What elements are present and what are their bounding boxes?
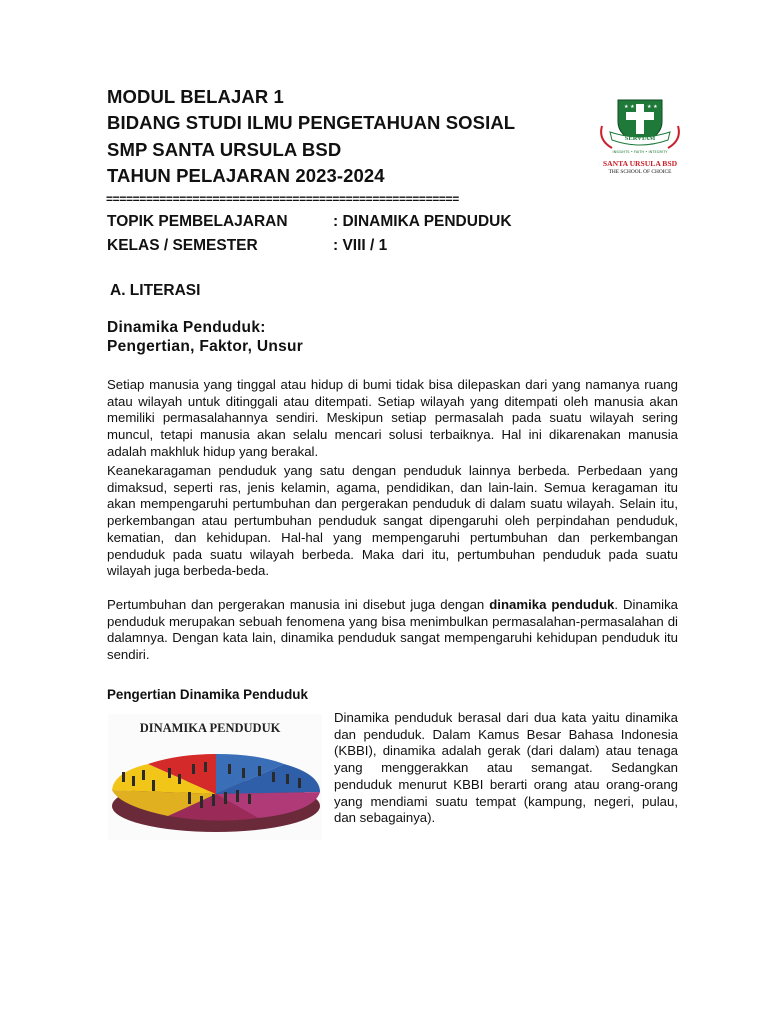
paragraph-1: Setiap manusia yang tinggal atau hidup di bumi tidak bisa dilepaskan dari yang namanya ruang atau wilayah untuk ditinggali atau ditempati. Setiap wilayah yang ditempati oleh manusia akan memiliki permasalahannya sendiri. Meskipun setiap permasalah pada suatu wilayah sering muncul, tetapi manusia akan selalu mencari solusi terbaiknya. Hal ini dikarenakan manusia adalah makhluk hidup yang berakal. [107,377,678,459]
svg-text:★ ★ ★: ★ ★ ★ [624,104,641,110]
paragraph-3-bold-term: dinamika penduduk [489,597,615,612]
logo-tagline-text: THE SCHOOL OF CHOICE [608,169,672,175]
paragraph-3-text-b: . Dinamika penduduk merupakan sebuah fenomena yang bisa menimbulkan permasalahan-permasalahan di dalamnya. Dengan kata lain, dinamika penduduk sangat mempengaruhi kehidupan penduduk itu sendiri. [107,597,678,663]
section-heading: A. LITERASI [110,282,201,299]
logo-banner-text: SERVIAM [624,135,656,142]
paragraph-3-text-a: Pertumbuhan dan pergerakan manusia ini disebut juga dengan [107,597,490,612]
topic-value: : DINAMIKA PENDUDUK [333,213,512,230]
logo-motto-text: INSIGHTS • FAITH • INTEGRITY [612,150,668,154]
paragraph-3 [107,597,678,664]
paragraph-2: Keanekaragaman penduduk yang satu dengan penduduk lainnya berbeda. Perbedaan yang dimaksud, seperti ras, jenis kelamin, agama, pendidikan, dan lain-lain. Semua keragaman itu akan mempengaruhi pertumbuhan dan pergerakan penduduk di dalam suatu wilayah. Selain itu, perkembangan atau pertumbuhan penduduk sangat dipengaruhi oleh perpindahan penduduk, kematian, dan kehidupan. Hal-hal yang mempengaruhi pertumbuhan dan perkembangan penduduk pada suatu wilayah berbeda. Maka dari itu, pertumbuhan penduduk pada suatu wilayah juga berbeda-beda. [107,463,678,579]
paragraph-4: Dinamika penduduk berasal dari dua kata yaitu dinamika dan penduduk. Dalam Kamus Besar Bahasa Indonesia (KBBI), dinamika adalah gerak (dari dalam) atau tenaga yang menggerakkan atau semangat. Sedangkan penduduk menurut KBBI berarti orang atau orang-orang yang mendiami suatu tempat (kampung, negeri, pulau, dan sebagainya). [334,710,678,826]
dinamika-penduduk-figure [108,714,322,840]
class-label: KELAS / SEMESTER [107,237,258,254]
academic-year: TAHUN PELAJARAN 2023-2024 [107,165,385,186]
module-title: MODUL BELAJAR 1 [107,86,284,107]
separator-line: ===================================================== [106,192,459,206]
subheading: Pengertian Dinamika Penduduk [107,687,308,702]
class-value: : VIII / 1 [333,237,388,254]
svg-text:★ ★: ★ ★ [647,104,658,110]
article-title-line1: Dinamika Penduduk: [107,319,266,336]
subject-title: BIDANG STUDI ILMU PENGETAHUAN SOSIAL [107,112,516,133]
topic-label: TOPIK PEMBELAJARAN [107,213,288,230]
figure-title: DINAMIKA PENDUDUK [139,721,281,735]
topic-row [107,213,512,231]
logo-name-text: SANTA URSULA BSD [602,159,678,168]
school-logo [588,96,692,178]
article-title-line2: Pengertian, Faktor, Unsur [107,338,304,355]
school-name: SMP SANTA URSULA BSD [107,139,342,160]
class-row [107,237,387,255]
